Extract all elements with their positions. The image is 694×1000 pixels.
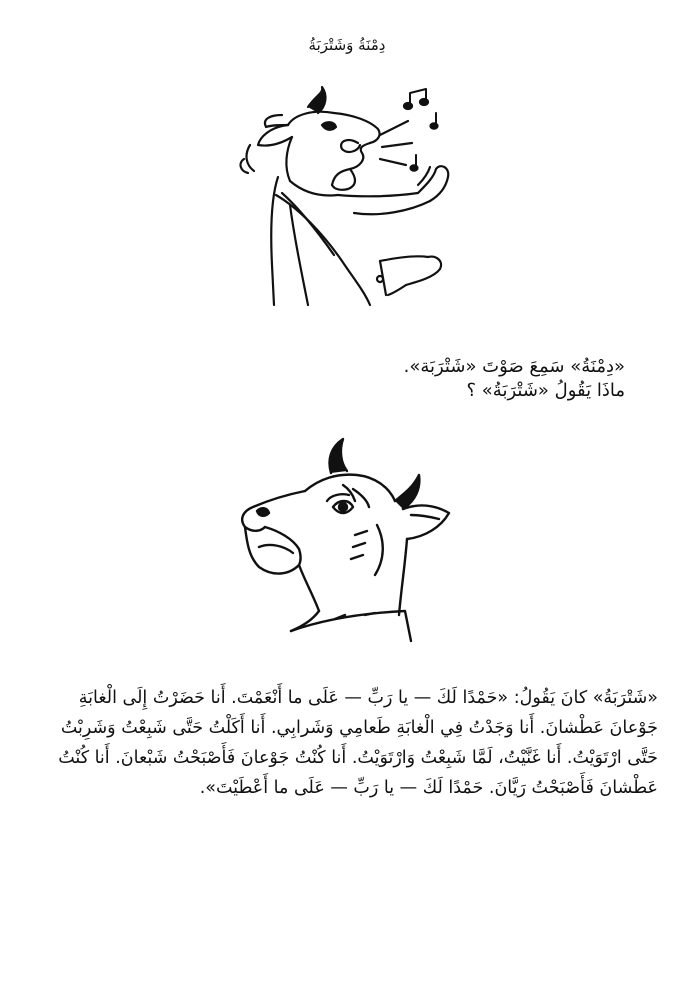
text-line: «دِمْنَةُ» سَمِعَ صَوْتَ «شَتْرَبَة». (403, 356, 625, 377)
page-title: دِمْنَةُ وَشَتْرَبَةُ (308, 36, 386, 54)
story-paragraph (38, 683, 658, 803)
text-line: عَطْشانَ فَأَصْبَحْتُ رَيَّانَ. حَمْدًا لَكَ — يا رَبِّ — عَلَى ما أَعْطَيْتَ». (199, 778, 658, 798)
intro-paragraph (40, 355, 625, 403)
bull-singing-illustration (230, 85, 465, 310)
bull-head-illustration (235, 435, 460, 650)
text-line: ماذَا يَقُولُ «شَتْرَبَةُ» ؟ (466, 380, 625, 401)
text-line: «شَتْرَبَةُ» كانَ يَقُولُ: «حَمْدًا لَكَ — يا رَبِّ — عَلَى ما أَنْعَمْتَ. أَنا حَضَرْتُ إِلَى الْغابَةِ (78, 688, 658, 708)
text-line: جَوْعانَ عَطْشانَ. أَنا وَجَدْتُ فِي الْغابَةِ طَعامِي وَشَرابِي. أَنا أَكَلْتُ حَتَّى شَبِعْتُ وَشَرِبْتُ (60, 718, 658, 738)
text-line: حَتَّى ارْتَوَيْتُ. أَنا غَنَّيْتُ، لَمَّا شَبِعْتُ وَارْتَوَيْتُ. أَنا كُنْتُ جَوْعانَ فَأَصْبَحْتُ شَبْعانَ. أَنا كُنْتُ (58, 748, 658, 768)
